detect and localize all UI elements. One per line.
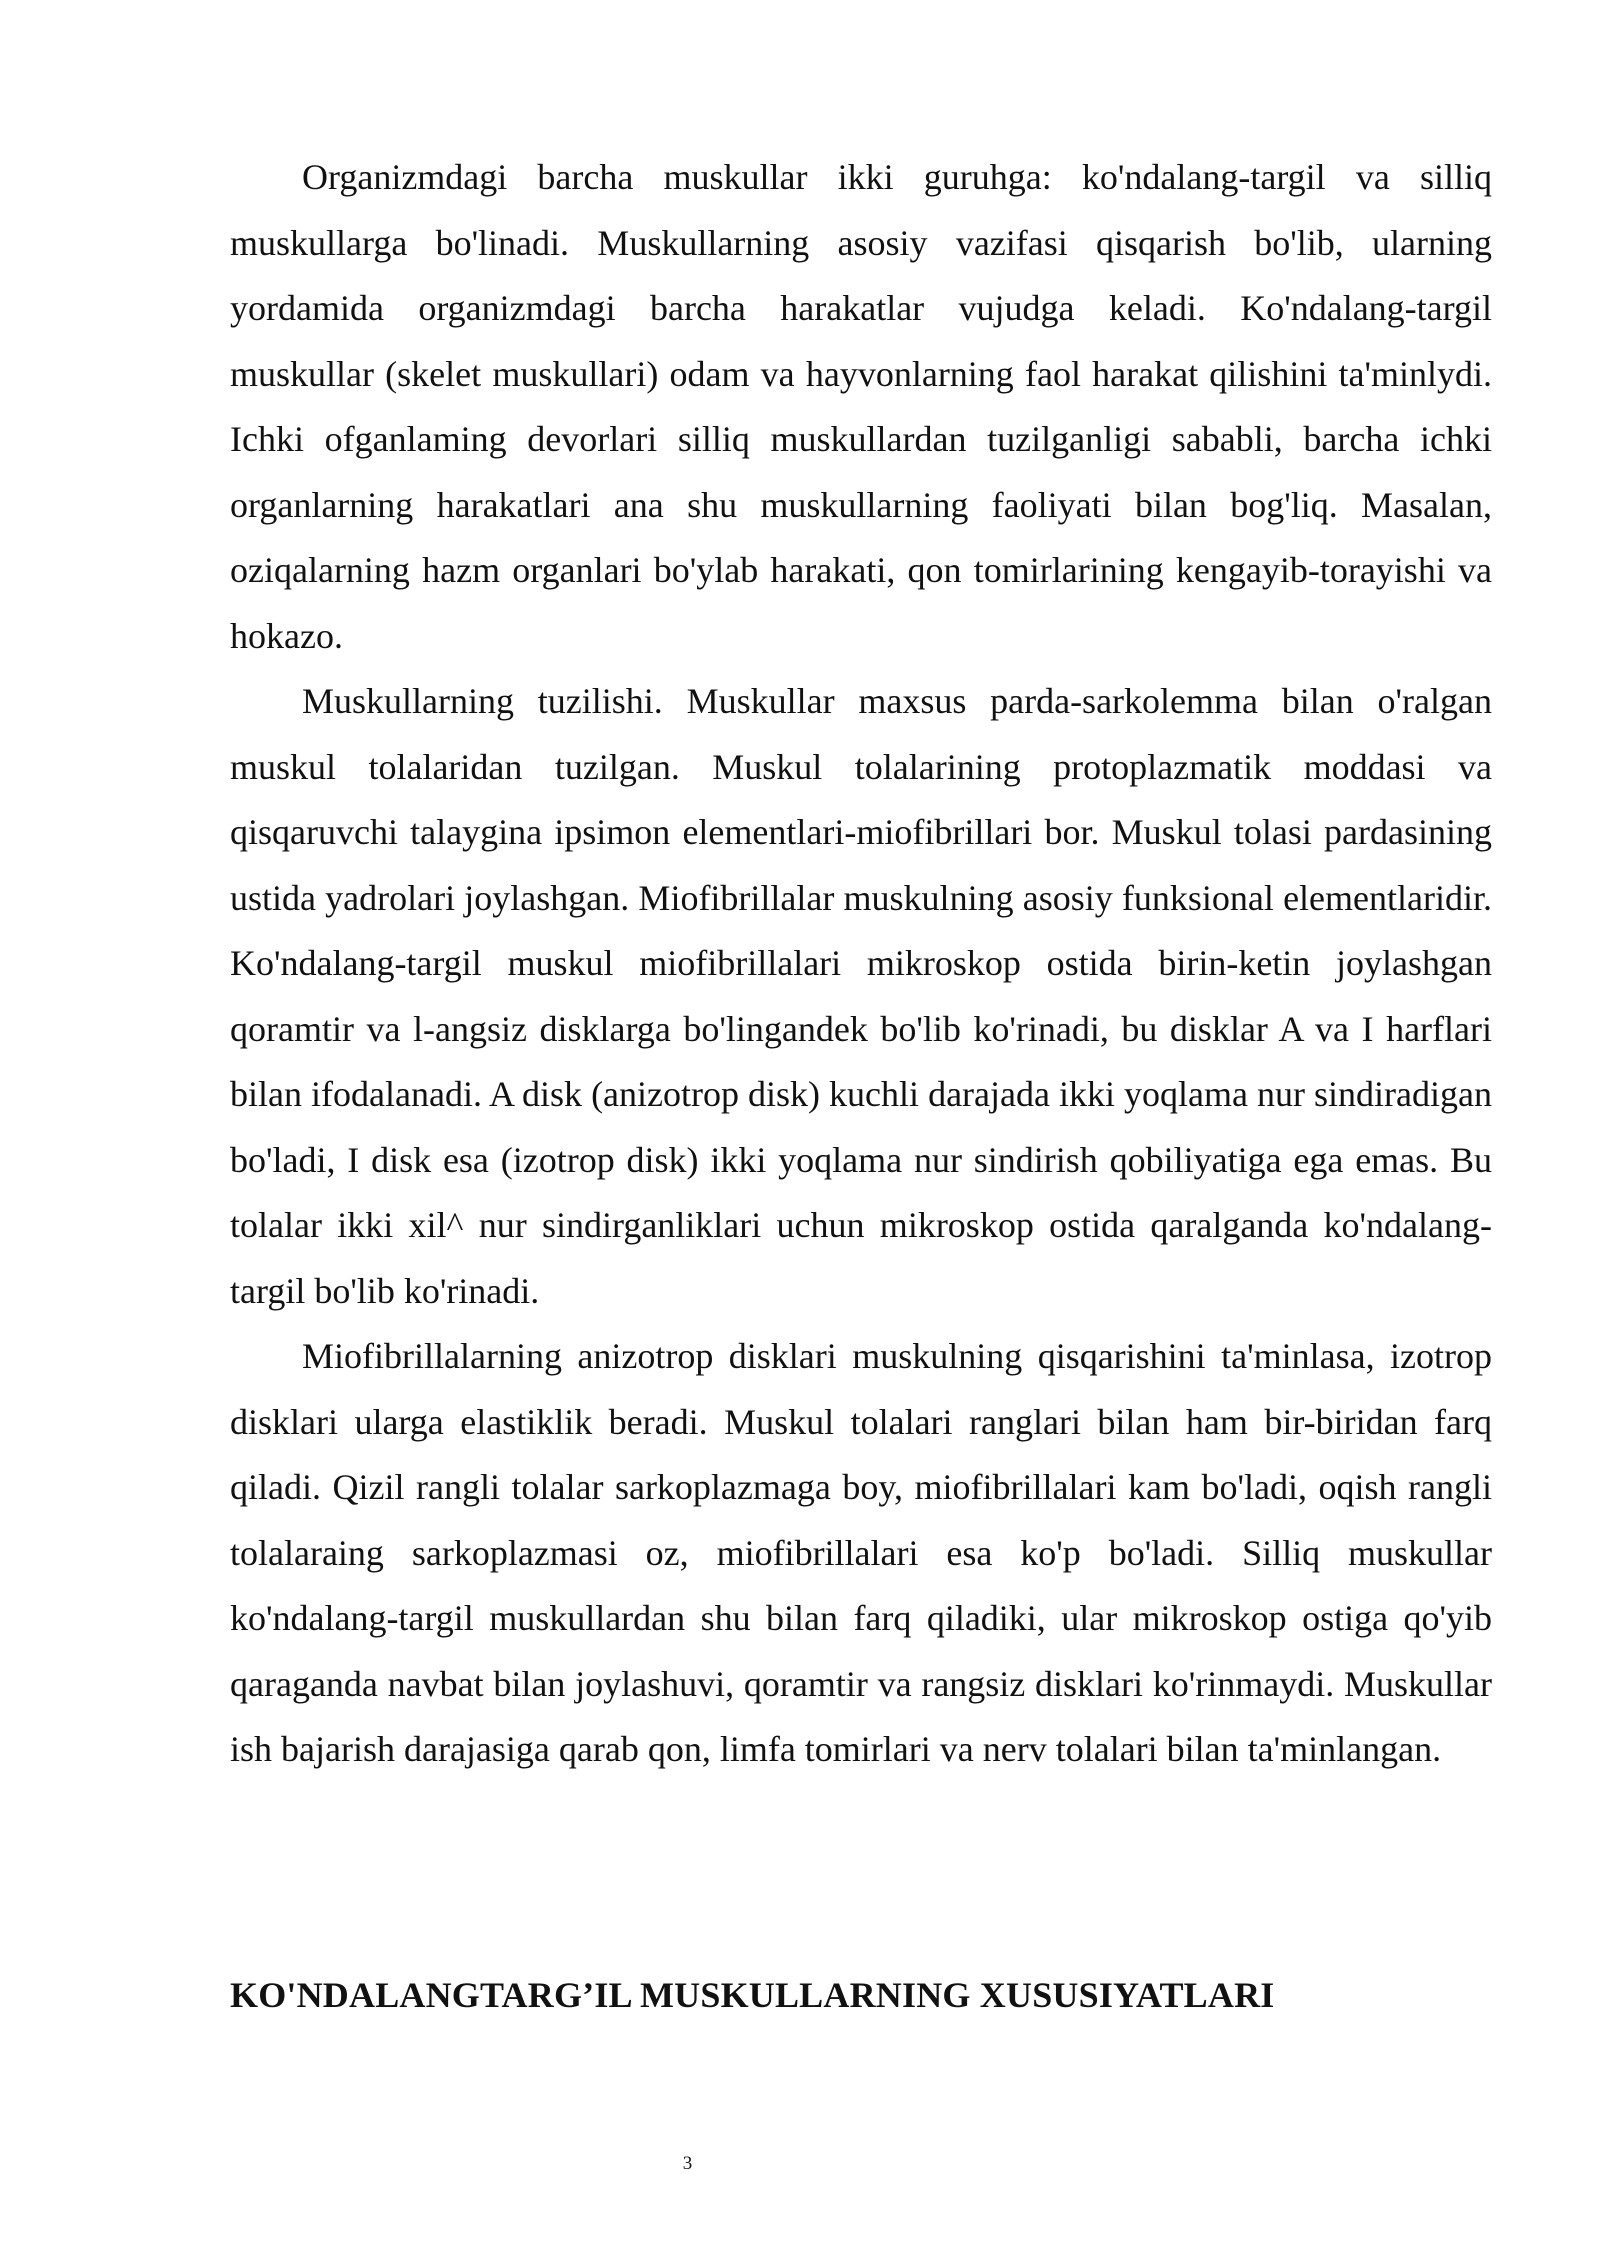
section-heading: KO'NDALANGTARG’IL MUSKULLARNING XUSUSIYATLARI bbox=[230, 1975, 1275, 2015]
body-text bbox=[230, 145, 1492, 1783]
paragraph-myofibril-discs: Miofibrillalarning anizotrop disklari muskulning qisqarishini ta'minlasa, izotrop disklari ularga elastiklik beradi. Muskul tolalari ranglari bilan ham bir-biridan farq qiladi. Qizil rangli tolalar sarkoplazmaga boy, miofibrillalari kam bo'ladi, oqish rangli tolalaraing sarkoplazmasi oz, miofibrillalari esa ko'p bo'ladi. Silliq muskullar ko'ndalang-targil muskullardan shu bilan farq qiladiki, ular mikroskop ostiga qo'yib qaraganda navbat bilan joylashuvi, qoramtir va rangsiz disklari ko'rinmaydi. Muskullar ish bajarish darajasiga qarab qon, limfa tomirlari va nerv tolalari bilan ta'minlangan. bbox=[230, 1336, 1492, 1769]
paragraph-muscle-structure: Muskullarning tuzilishi. Muskullar maxsus parda-sarkolemma bilan o'ralgan muskul tolalaridan tuzilgan. Muskul tolalarining protoplazmatik moddasi va qisqaruvchi talaygina ipsimon elementlari-miofibrillari bor. Muskul tolasi pardasining ustida yadrolari joylashgan. Miofibrillalar muskulning asosiy funksional elementlaridir. Ko'ndalang-targil muskul miofibrillalari mikroskop ostida birin-ketin joylashgan qoramtir va l-angsiz disklarga bo'lingandek bo'lib ko'rinadi, bu disklar A va I harflari bilan ifodalanadi. A disk (anizotrop disk) kuchli darajada ikki yoqlama nur sindiradigan bo'ladi, I disk esa (izotrop disk) ikki yoqlama nur sindirish qobiliyatiga ega emas. Bu tolalar ikki xil^ nur sindirganliklari uchun mikroskop ostida qaralganda ko'ndalang-targil bo'lib ko'rinadi. bbox=[230, 681, 1492, 1311]
page-number: 3 bbox=[682, 2153, 693, 2174]
paragraph-muscle-groups: Organizmdagi barcha muskullar ikki guruhga: ko'ndalang-targil va silliq muskullarga bo'linadi. Muskullarning asosiy vazifasi qisqarish bo'lib, ularning yordamida organizmdagi barcha harakatlar vujudga keladi. Ko'ndalang-targil muskullar (skelet muskullari) odam va hayvonlarning faol harakat qilishini ta'minlydi. Ichki ofganlaming devorlari silliq muskullardan tuzilganligi sababli, barcha ichki organlarning harakatlari ana shu muskullarning faoliyati bilan bog'liq. Masalan, oziqalarning hazm organlari bo'ylab harakati, qon tomirlarining kengayib-torayishi va hokazo. bbox=[230, 157, 1492, 656]
